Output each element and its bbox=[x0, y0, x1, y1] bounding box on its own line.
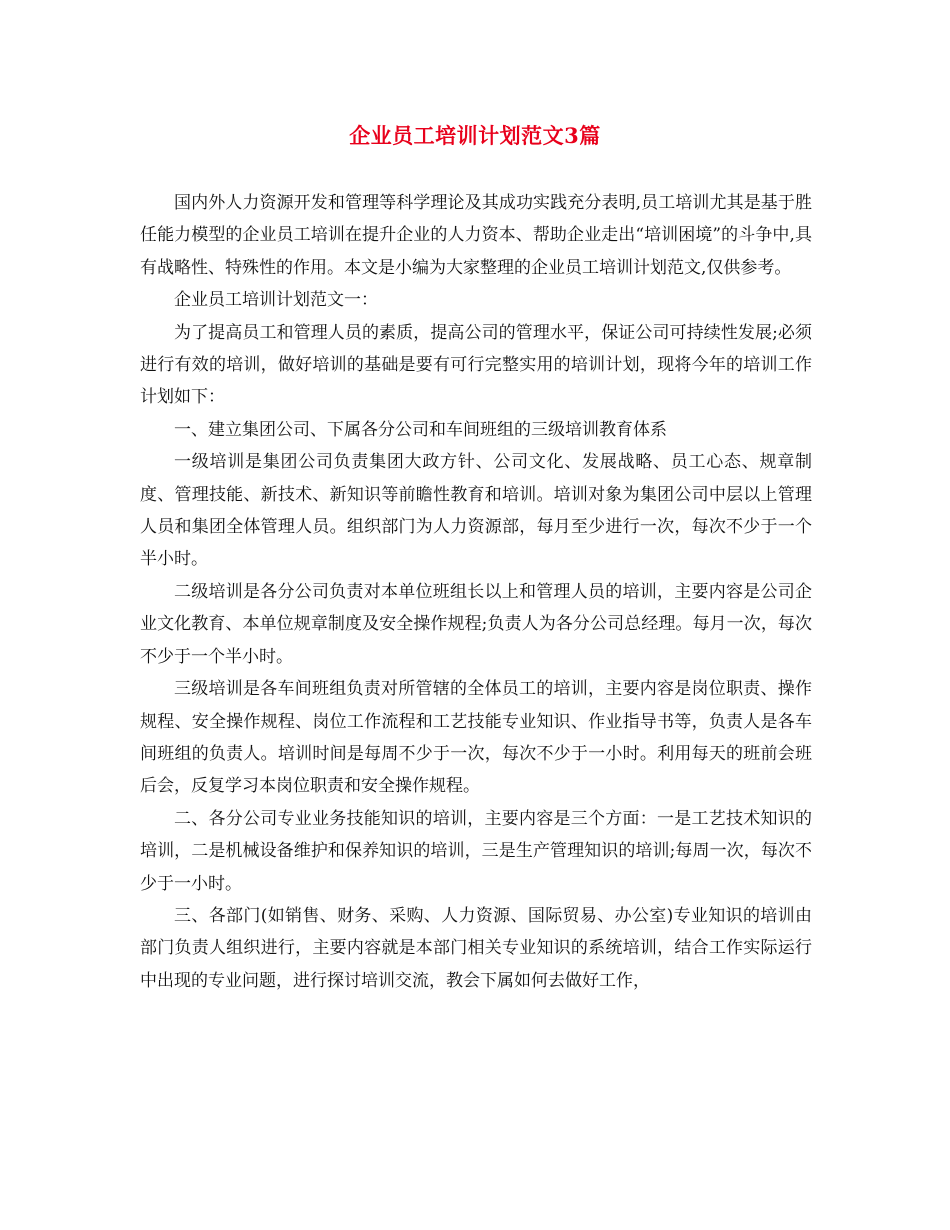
paragraph-level-one-training: 一级培训是集团公司负责集团大政方针、公司文化、发展战略、员工心态、规章制度、管理技能、新技术、新知识等前瞻性教育和培训。培训对象为集团公司中层以上管理人员和集团全体管理人员。组织部门为人力资源部，每月至少进行一次，每次不少于一个半小时。 bbox=[140, 452, 812, 570]
paragraph-purpose: 为了提高员工和管理人员的素质，提高公司的管理水平，保证公司可持续性发展;必须进行有效的培训，做好培训的基础是要有可行完整实用的培训计划，现将今年的培训工作计划如下： bbox=[140, 322, 812, 408]
paragraph-section-two: 二、各分公司专业业务技能知识的培训，主要内容是三个方面：一是工艺技术知识的培训，二是机械设备维护和保养知识的培训，三是生产管理知识的培训;每周一次，每次不少于一小时。 bbox=[140, 808, 812, 894]
paragraph-heading-sample-one: 企业员工培训计划范文一： bbox=[174, 290, 378, 311]
paragraph-section-one: 一、建立集团公司、下属各分公司和车间班组的三级培训教育体系 bbox=[174, 419, 667, 440]
paragraph-intro: 国内外人力资源开发和管理等科学理论及其成功实践充分表明,员工培训尤其是基于胜任能力模型的企业员工培训在提升企业的人力资本、帮助企业走出“培训困境”的斗争中,具有战略性、特殊性的作用。本文是小编为大家整理的企业员工培训计划范文,仅供参考。 bbox=[140, 193, 812, 278]
document-title: 企业员工培训计划范文3篇 bbox=[349, 123, 601, 148]
paragraph-section-three: 三、各部门(如销售、财务、采购、人力资源、国际贸易、办公室)专业知识的培训由部门负责人组织进行，主要内容就是本部门相关专业知识的系统培训，结合工作实际运行中出现的专业问题，进行探讨培训交流，教会下属如何去做好工作， bbox=[140, 905, 812, 991]
document-body bbox=[140, 187, 812, 997]
paragraph-level-two-training: 二级培训是各分公司负责对本单位班组长以上和管理人员的培训，主要内容是公司企业文化教育、本单位规章制度及安全操作规程;负责人为各分公司总经理。每月一次，每次不少于一个半小时。 bbox=[140, 581, 812, 667]
paragraph-level-three-training: 三级培训是各车间班组负责对所管辖的全体员工的培训，主要内容是岗位职责、操作规程、安全操作规程、岗位工作流程和工艺技能专业知识、作业指导书等，负责人是各车间班组的负责人。培训时间是每周不少于一次，每次不少于一小时。利用每天的班前会班后会，反复学习本岗位职责和安全操作规程。 bbox=[140, 679, 812, 797]
